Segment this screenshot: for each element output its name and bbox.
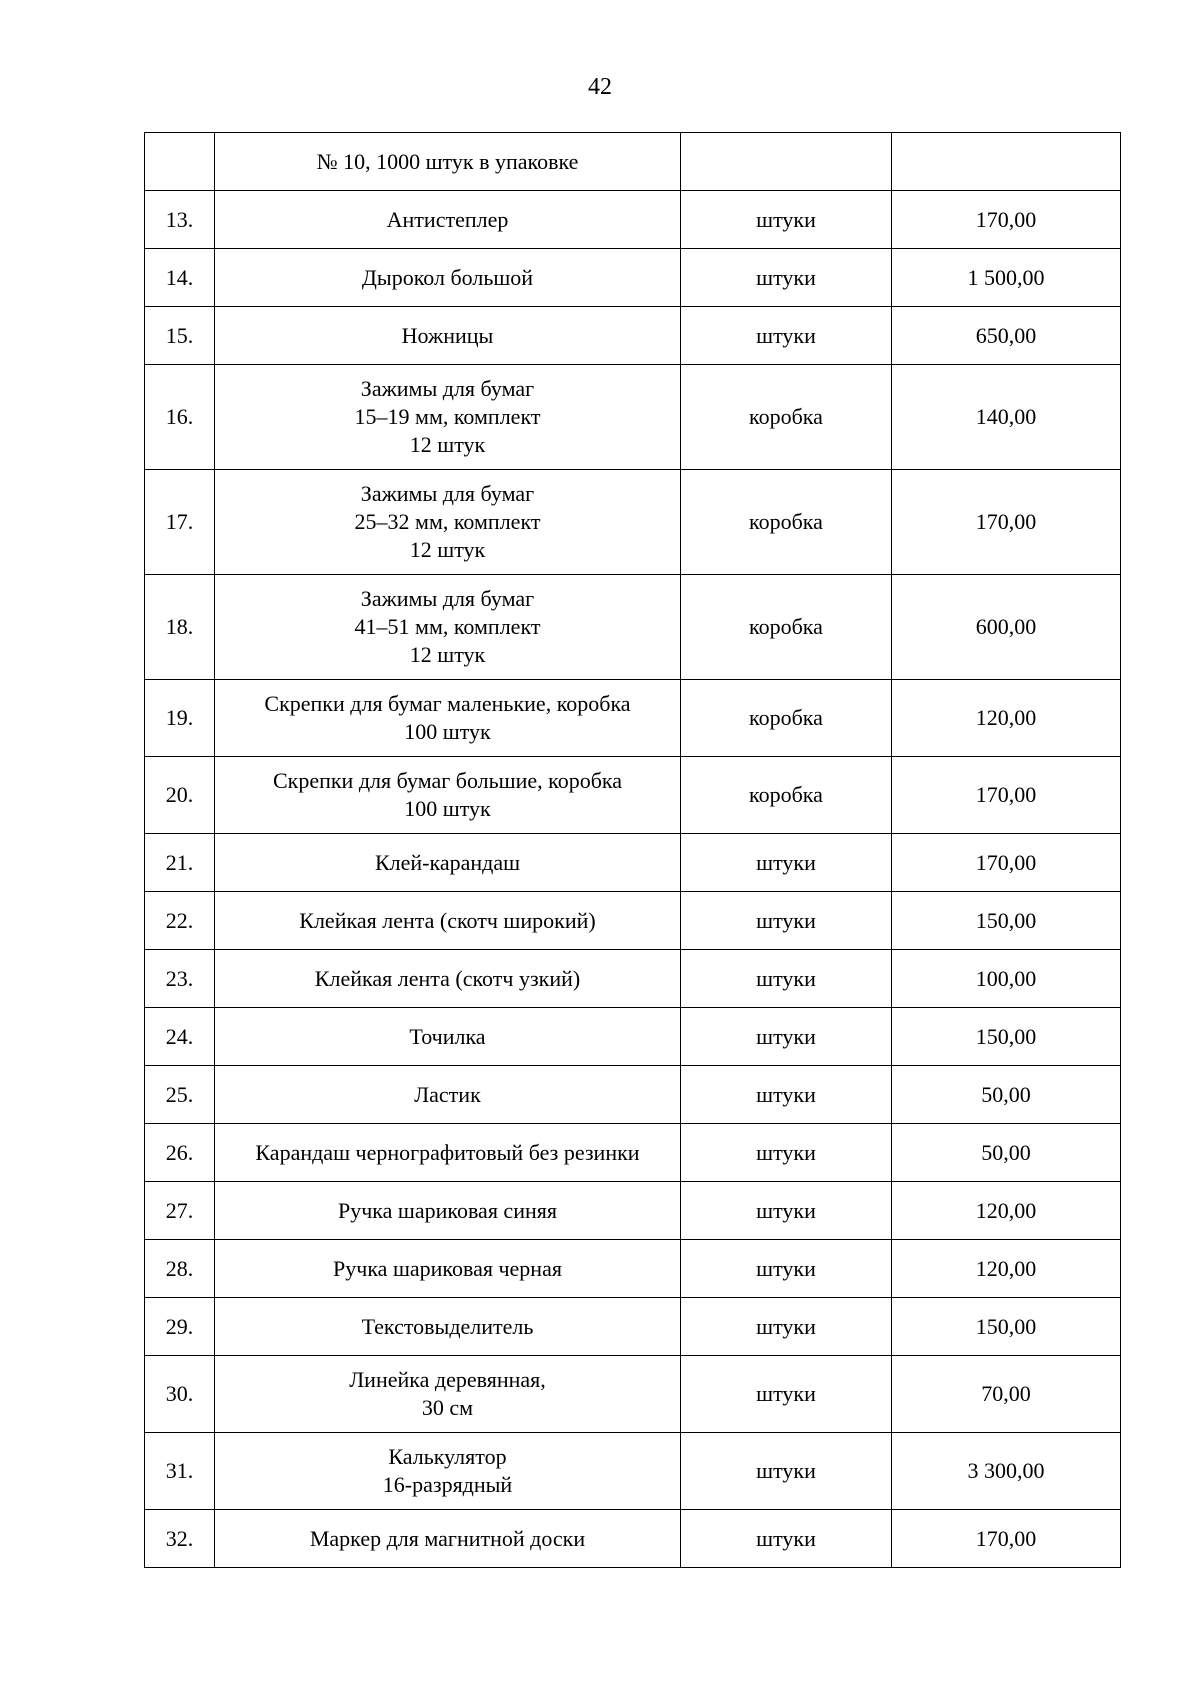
- item-unit: коробка: [681, 470, 892, 575]
- table-row: [145, 1433, 1121, 1510]
- row-number: 31.: [145, 1433, 215, 1510]
- row-number: 32.: [145, 1510, 215, 1568]
- item-name: Калькулятор 16-разрядный: [215, 1433, 681, 1510]
- row-number: 29.: [145, 1298, 215, 1356]
- item-name: Клейкая лента (скотч широкий): [215, 892, 681, 950]
- table-row: [145, 757, 1121, 834]
- item-price: 650,00: [892, 307, 1121, 365]
- table-row: [145, 950, 1121, 1008]
- row-number: 24.: [145, 1008, 215, 1066]
- row-number: 16.: [145, 365, 215, 470]
- row-number: 26.: [145, 1124, 215, 1182]
- row-number: 18.: [145, 575, 215, 680]
- row-number: 25.: [145, 1066, 215, 1124]
- table-row: [145, 680, 1121, 757]
- item-price: 100,00: [892, 950, 1121, 1008]
- item-price: 1 500,00: [892, 249, 1121, 307]
- table-row: [145, 892, 1121, 950]
- table-row: [145, 1510, 1121, 1568]
- item-unit: коробка: [681, 680, 892, 757]
- item-name: Клей-карандаш: [215, 834, 681, 892]
- table-row: [145, 191, 1121, 249]
- item-unit: штуки: [681, 1124, 892, 1182]
- table-row: [145, 1356, 1121, 1433]
- item-name: Ластик: [215, 1066, 681, 1124]
- item-name: Маркер для магнитной доски: [215, 1510, 681, 1568]
- item-price: 170,00: [892, 1510, 1121, 1568]
- item-unit: [681, 133, 892, 191]
- item-name: № 10, 1000 штук в упаковке: [215, 133, 681, 191]
- item-price: 120,00: [892, 680, 1121, 757]
- item-price: 70,00: [892, 1356, 1121, 1433]
- item-unit: штуки: [681, 1510, 892, 1568]
- row-number: 23.: [145, 950, 215, 1008]
- item-name: Текстовыделитель: [215, 1298, 681, 1356]
- item-price: 150,00: [892, 1298, 1121, 1356]
- row-number: 19.: [145, 680, 215, 757]
- row-number: [145, 133, 215, 191]
- row-number: 15.: [145, 307, 215, 365]
- item-price: 140,00: [892, 365, 1121, 470]
- item-name: Дырокол большой: [215, 249, 681, 307]
- item-unit: штуки: [681, 1066, 892, 1124]
- item-unit: штуки: [681, 834, 892, 892]
- item-price: 120,00: [892, 1182, 1121, 1240]
- row-number: 28.: [145, 1240, 215, 1298]
- table-row: [145, 1298, 1121, 1356]
- table-row: [145, 1240, 1121, 1298]
- item-price: 50,00: [892, 1124, 1121, 1182]
- table-row: [145, 1066, 1121, 1124]
- table-row: [145, 470, 1121, 575]
- item-price: 170,00: [892, 757, 1121, 834]
- table-row: [145, 1008, 1121, 1066]
- item-unit: штуки: [681, 1433, 892, 1510]
- table-row: [145, 307, 1121, 365]
- item-unit: коробка: [681, 575, 892, 680]
- table-row: [145, 575, 1121, 680]
- item-name: Точилка: [215, 1008, 681, 1066]
- item-unit: штуки: [681, 191, 892, 249]
- item-unit: коробка: [681, 757, 892, 834]
- item-price: 600,00: [892, 575, 1121, 680]
- item-unit: штуки: [681, 1298, 892, 1356]
- item-unit: коробка: [681, 365, 892, 470]
- row-number: 22.: [145, 892, 215, 950]
- item-unit: штуки: [681, 1356, 892, 1433]
- page-number: 42: [588, 74, 612, 100]
- row-number: 27.: [145, 1182, 215, 1240]
- item-name: Ножницы: [215, 307, 681, 365]
- item-unit: штуки: [681, 1008, 892, 1066]
- item-price: 150,00: [892, 892, 1121, 950]
- table-row: [145, 249, 1121, 307]
- item-price: 170,00: [892, 470, 1121, 575]
- item-unit: штуки: [681, 892, 892, 950]
- row-number: 21.: [145, 834, 215, 892]
- row-number: 14.: [145, 249, 215, 307]
- table-row: [145, 365, 1121, 470]
- item-name: Зажимы для бумаг 15–19 мм, комплект 12 штук: [215, 365, 681, 470]
- table-row: [145, 133, 1121, 191]
- row-number: 13.: [145, 191, 215, 249]
- item-price: 120,00: [892, 1240, 1121, 1298]
- item-name: Ручка шариковая черная: [215, 1240, 681, 1298]
- row-number: 20.: [145, 757, 215, 834]
- table-row: [145, 1124, 1121, 1182]
- row-number: 30.: [145, 1356, 215, 1433]
- item-name: Скрепки для бумаг маленькие, коробка 100 штук: [215, 680, 681, 757]
- row-number: 17.: [145, 470, 215, 575]
- item-name: Линейка деревянная, 30 см: [215, 1356, 681, 1433]
- item-name: Клейкая лента (скотч узкий): [215, 950, 681, 1008]
- item-price: 170,00: [892, 191, 1121, 249]
- item-unit: штуки: [681, 950, 892, 1008]
- item-unit: штуки: [681, 1240, 892, 1298]
- item-price: 170,00: [892, 834, 1121, 892]
- item-name: Карандаш чернографитовый без резинки: [215, 1124, 681, 1182]
- item-name: Антистеплер: [215, 191, 681, 249]
- table-row: [145, 834, 1121, 892]
- item-name: Скрепки для бумаг большие, коробка 100 штук: [215, 757, 681, 834]
- item-name: Зажимы для бумаг 25–32 мм, комплект 12 штук: [215, 470, 681, 575]
- item-unit: штуки: [681, 307, 892, 365]
- item-name: Зажимы для бумаг 41–51 мм, комплект 12 штук: [215, 575, 681, 680]
- item-unit: штуки: [681, 249, 892, 307]
- item-unit: штуки: [681, 1182, 892, 1240]
- item-price: [892, 133, 1121, 191]
- item-name: Ручка шариковая синяя: [215, 1182, 681, 1240]
- supplies-table: [144, 132, 1121, 1568]
- item-price: 3 300,00: [892, 1433, 1121, 1510]
- item-price: 50,00: [892, 1066, 1121, 1124]
- item-price: 150,00: [892, 1008, 1121, 1066]
- table-row: [145, 1182, 1121, 1240]
